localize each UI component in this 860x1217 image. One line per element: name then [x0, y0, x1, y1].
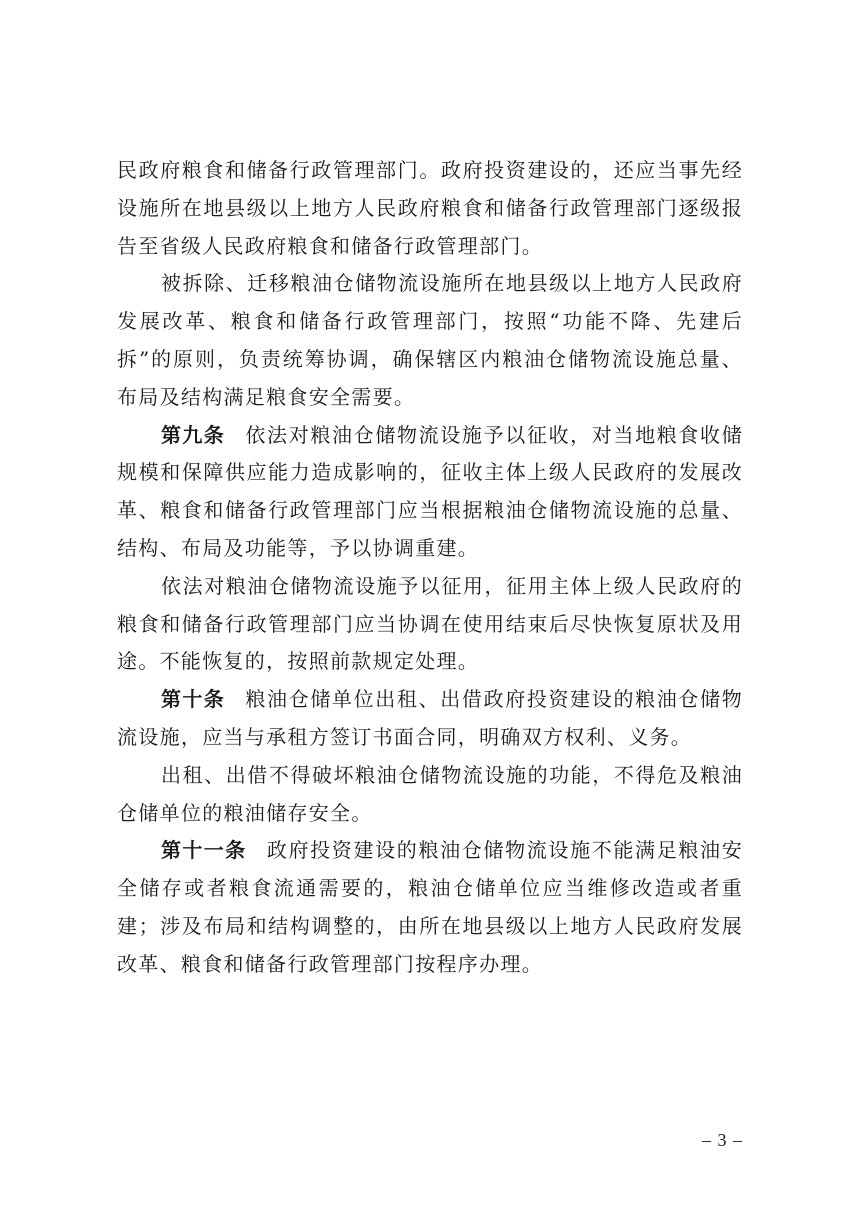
- article-10: [117, 681, 743, 757]
- paragraph-text: 粮油仓储单位出租、出借政府投资建设的粮油仓储物流设施，应当与承租方签订书面合同，明确双方权利、义务。: [117, 687, 744, 749]
- paragraph-continuation: [117, 152, 743, 265]
- document-body: [117, 152, 743, 984]
- paragraph-text: 民政府粮食和储备行政管理部门。政府投资建设的，还应当事先经设施所在地县级以上地方人民政府粮食和储备行政管理部门逐级报告至省级人民政府粮食和储备行政管理部门。: [117, 158, 743, 258]
- paragraph-requisition: [117, 568, 743, 681]
- article-label: 第十条: [161, 687, 226, 712]
- paragraph-text: 依法对粮油仓储物流设施予以征收，对当地粮食收储规模和保障供应能力造成影响的，征收主体上级人民政府的发展改革、粮食和储备行政管理部门应当根据粮油仓储物流设施的总量、结构、布局及功能等，予以协调重建。: [117, 422, 744, 560]
- paragraph-lease-conditions: [117, 757, 743, 833]
- paragraph-text: 被拆除、迁移粮油仓储物流设施所在地县级以上地方人民政府发展改革、粮食和储备行政管理部门，按照“功能不降、先建后拆”的原则，负责统筹协调，确保辖区内粮油仓储物流设施总量、布局及结构满足粮食安全需要。: [117, 271, 743, 409]
- page-number: – 3 –: [702, 1130, 743, 1150]
- paragraph-text: 出租、出借不得破坏粮油仓储物流设施的功能，不得危及粮油仓储单位的粮油储存安全。: [117, 762, 743, 825]
- article-11: [117, 832, 743, 983]
- paragraph-text: 依法对粮油仓储物流设施予以征用，征用主体上级人民政府的粮食和储备行政管理部门应当协调在使用结束后尽快恢复原状及用途。不能恢复的，按照前款规定处理。: [117, 573, 743, 674]
- paragraph-relocation: [117, 265, 743, 416]
- article-label: 第十一条: [161, 838, 247, 863]
- article-9: [117, 417, 743, 568]
- paragraph-text: 政府投资建设的粮油仓储物流设施不能满足粮油安全储存或者粮食流通需要的，粮油仓储单位应当维修改造或者重建；涉及布局和结构调整的，由所在地县级以上地方人民政府发展改革、粮食和储备行政管理部门按程序办理。: [117, 838, 743, 976]
- article-label: 第九条: [161, 422, 226, 447]
